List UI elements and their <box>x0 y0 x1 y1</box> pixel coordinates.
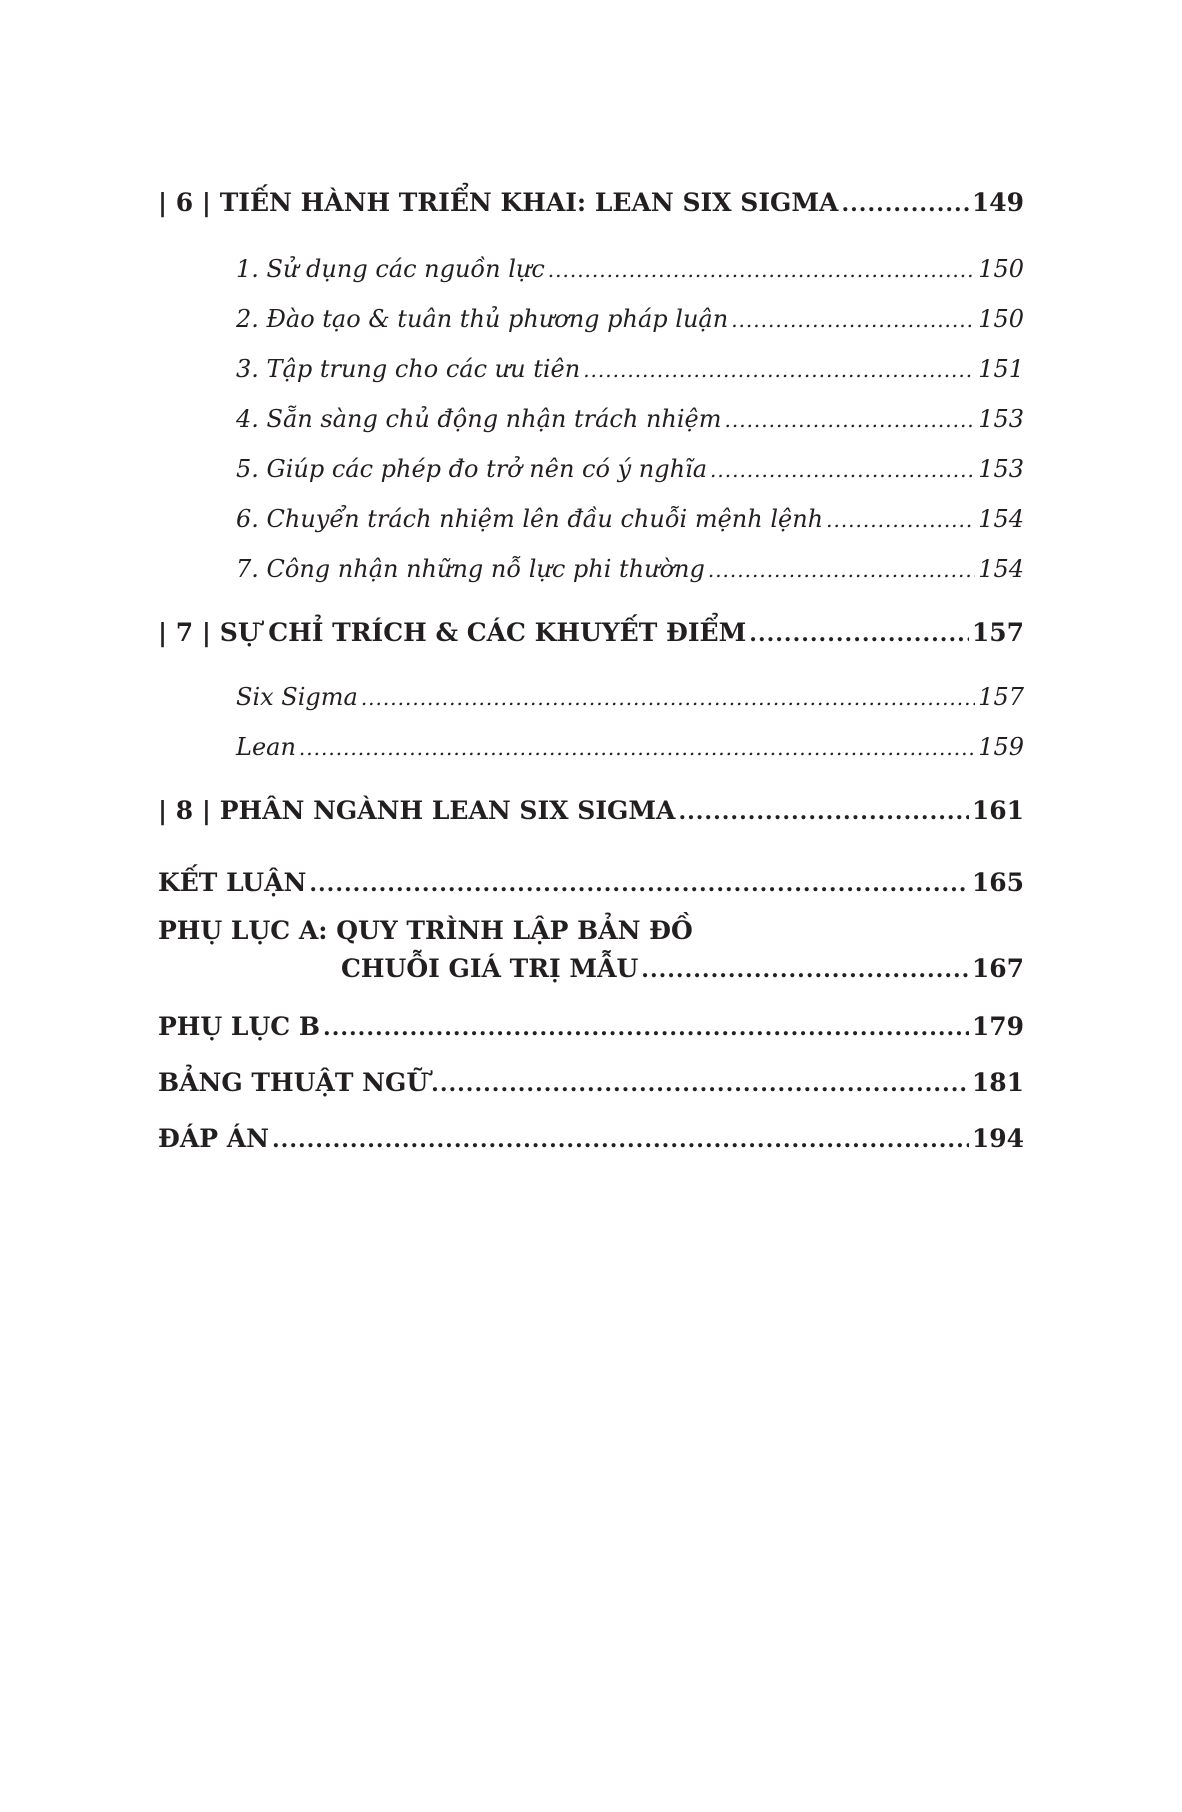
toc-entry-page: 159 <box>978 733 1024 761</box>
toc-entry-page: 150 <box>978 305 1024 333</box>
toc-entry-page: 179 <box>971 1012 1024 1041</box>
toc-entry-page: 151 <box>978 355 1024 383</box>
dot-leader <box>749 621 969 647</box>
toc-entry-6-7 <box>158 544 1024 594</box>
toc-entry-appendix-a <box>158 954 1024 988</box>
toc-entry-title: PHỤ LỤC B <box>158 1012 321 1041</box>
toc-entry-page: 165 <box>971 868 1024 897</box>
dot-leader <box>361 673 975 723</box>
toc-entry-7-six-sigma <box>158 672 1024 722</box>
toc-entry-7-lean <box>158 722 1024 772</box>
toc-entry-title: Six Sigma <box>236 683 358 711</box>
toc-entry-title: BẢNG THUẬT NGỮ <box>158 1068 429 1097</box>
toc-entry-6-5 <box>158 444 1024 494</box>
toc-entry-title: 4. Sẵn sàng chủ động nhận trách nhiệm <box>236 405 722 433</box>
dot-leader <box>826 495 975 545</box>
toc-entry-title: | 7 | SỰ CHỈ TRÍCH & CÁC KHUYẾT ĐIỂM <box>158 618 747 647</box>
toc-entry-title: Lean <box>236 733 296 761</box>
toc-entry-title: | 8 | PHÂN NGÀNH LEAN SIX SIGMA <box>158 796 676 825</box>
toc-entry-6-2 <box>158 294 1024 344</box>
toc-entry-page: 167 <box>971 954 1024 983</box>
toc-entry-page: 157 <box>971 618 1024 647</box>
dot-leader <box>841 191 968 217</box>
dot-leader <box>678 799 968 825</box>
toc-entry-page: 150 <box>978 255 1024 283</box>
toc-entry-page: 154 <box>978 505 1024 533</box>
toc-entry-chapter-6 <box>158 188 1024 222</box>
dot-leader <box>725 395 976 445</box>
toc-entry-title: ĐÁP ÁN <box>158 1124 269 1153</box>
toc-entry-title: | 6 | TIẾN HÀNH TRIỂN KHAI: LEAN SIX SIGMA <box>158 188 839 217</box>
toc-entry-page: 154 <box>978 555 1024 583</box>
toc-entry-title: 6. Chuyển trách nhiệm lên đầu chuỗi mệnh lệnh <box>236 505 824 533</box>
table-of-contents <box>158 188 1024 1158</box>
toc-entry-page: 153 <box>978 405 1024 433</box>
dot-leader <box>641 957 969 983</box>
dot-leader <box>272 1127 969 1153</box>
toc-entry-appendix-a-line1: PHỤ LỤC A: QUY TRÌNH LẬP BẢN ĐỒ <box>158 916 693 945</box>
toc-entry-6-1 <box>158 244 1024 294</box>
toc-entry-title: 1. Sử dụng các nguồn lực <box>236 255 545 283</box>
toc-entry-page: 181 <box>971 1068 1024 1097</box>
toc-entry-title: 2. Đào tạo & tuân thủ phương pháp luận <box>236 305 729 333</box>
dot-leader <box>323 1015 969 1041</box>
toc-entry-title: 3. Tập trung cho các ưu tiên <box>236 355 581 383</box>
toc-entry-page: 153 <box>978 455 1024 483</box>
toc-entry-title: KẾT LUẬN <box>158 868 307 897</box>
toc-entry-title: 7. Công nhận những nỗ lực phi thường <box>236 555 705 583</box>
toc-entry-page: 157 <box>978 683 1024 711</box>
toc-entry-6-4 <box>158 394 1024 444</box>
dot-leader <box>299 723 975 773</box>
dot-leader <box>708 545 975 595</box>
toc-entry-page: 161 <box>971 796 1024 825</box>
toc-entry-chapter-8 <box>158 796 1024 830</box>
toc-entry-conclusion <box>158 868 1024 902</box>
toc-entry-title: CHUỖI GIÁ TRỊ MẪU <box>341 954 639 983</box>
toc-entry-answers <box>158 1124 1024 1158</box>
dot-leader <box>731 295 975 345</box>
dot-leader <box>431 1071 969 1097</box>
toc-entry-title: 5. Giúp các phép đo trở nên có ý nghĩa <box>236 455 708 483</box>
toc-entry-6-6 <box>158 494 1024 544</box>
dot-leader <box>309 871 968 897</box>
toc-entry-page: 194 <box>971 1124 1024 1153</box>
dot-leader <box>548 245 975 295</box>
toc-entry-appendix-b <box>158 1012 1024 1046</box>
dot-leader <box>583 345 975 395</box>
toc-entry-6-3 <box>158 344 1024 394</box>
toc-entry-glossary <box>158 1068 1024 1102</box>
toc-entry-page: 149 <box>971 188 1024 217</box>
toc-entry-chapter-7 <box>158 618 1024 652</box>
dot-leader <box>710 445 975 495</box>
